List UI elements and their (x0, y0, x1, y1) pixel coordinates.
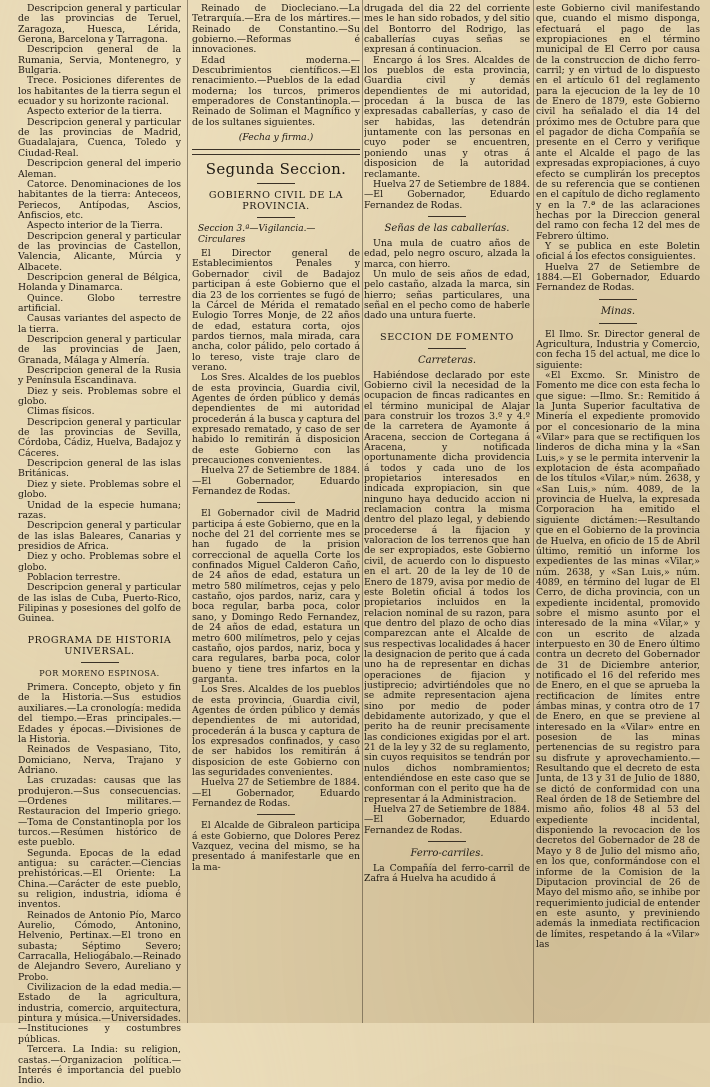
circular-paragraph: Los Sres. Alcaldes de los pueblos de esta provincia, Guardia civil, Agentes de órden público y demás dependientes de mi autoridad procederán á la busca y captura del expresado rematado, y caso de ser habido lo remitirán á disposicion de este Gobierno con las precauciones convenientes. (192, 372, 360, 466)
minas-paragraph: El Ilmo. Sr. Director general de Agricultura, Industria y Comercio, con fecha 15 del actual, me dice lo siguiente: (536, 328, 700, 371)
robbery-order: Encargo á los Sres. Alcaldes de los pueblos de esta provincia, Guardia civil y demás dependientes de mi autoridad, procedan á la busca de las expresadas caballerías, y caso de ser habidas, las detendrán juntamente con las personas en cuyo poder se encuentren, poniendo unas y otras á disposicion de la autoridad reclamante. (364, 54, 530, 180)
column-rule (362, 0, 363, 1023)
history-item: Las cruzadas: causas que las produjeron.—Sus consecuencias.—Ordenes militares.—Restauracion del Imperio griego.—Toma de Constantinopla por los turcos.—Resúmen histórico de este pueblo. (18, 775, 181, 849)
divider (257, 217, 295, 218)
divider (257, 502, 295, 503)
column-1 (18, 4, 181, 1087)
history-item: Reinados de Vespasiano, Tito, Domiciano, Nerva, Trajano y Adriano. (18, 744, 181, 776)
circular-paragraph: El Director general de Establecimientos Penales y Gobernador civil de Badajoz participan á este Gobierno que el dia 23 de los corrientes se fugó de la Cárcel de Mérida el rematado Eulogio Torres Monje, de 22 años de edad, estatura corta, ojos pardos tiernos, mala mirada, cara ancha, color pálido, pelo cortado á lo tereso, viste traje claro de verano. (192, 248, 360, 373)
geo-topic: Causas variantes del aspecto de la tierra. (18, 313, 181, 335)
history-program-title: PROGRAMA DE HISTORIA UNIVERSAL. (27, 634, 172, 657)
divider (599, 299, 637, 300)
geo-topic: Descripcion general de la Rumania, Servia, Montenegro, y Bulgaria. (18, 44, 181, 77)
geo-topic: Diez y seis. Problemas sobre el globo. (18, 385, 181, 408)
divider (428, 216, 466, 217)
fomento-paragraph: Habiéndose declarado por este Gobierno civil la necesidad de la ocupacion de fincas radicantes en el término municipal de Alajar para construir los trozos 3.º y 4.º de la carretera de Ayamonte á Aracena, seccion de Cortegana á Aracena, y notificada oportunamente dicha providencia á todos y cada uno de los propietarios interesados en indicada expropiacion, sin que ninguno haya deducido accion ni reclamacion contra la misma dentro del plazo legal, y debiendo procederse á la fijacion y valoracion de los terrenos que han de ser expropiados, este Gobierno civil, de acuerdo con lo dispuesto en el art. 20 de la ley de 10 de Enero de 1879, avisa por medio de este Boletin oficial á todos los propietarios incluidos en la relacion nominal de su razon, para que dentro del plazo de ocho dias comparezcan ante el Alcalde de sus respectivas localidades á hacer la designacion de perito que á cada uno ha de representar en dichas operaciones de fijacion y justiprecio; advirtiéndoles que no se admite representacion ajena sino por medio de poder debidamente autorizado, y que el perito ha de reunir precisamente las condiciones exigidas por el art. 21 de la ley y 32 de su reglamento, sin cuyos requisitos se tendrán por nulos dichos nombramientos; entendiéndose en este caso que se conforman con el perito que ha de representar á la Administracion. (364, 369, 530, 805)
circular-paragraph: Huelva 27 de Setiembre de 1884.—El Gobernador, Eduardo Fernandez de Rodas. (192, 777, 360, 809)
robbery-signature: Huelva 27 de Setiembre de 1884.—El Gobernador, Eduardo Fernandez de Rodas. (364, 178, 530, 211)
circular-subhead: Seccion 3.ª—Vigilancia.—Circulares (198, 224, 316, 245)
geo-topic: Diez y siete. Problemas sobre el globo. (18, 478, 181, 501)
history-item: Reinados de Antonio Pío, Marco Aurelio, Cómodo, Antonino, Helvenio, Pertinax.—El trono en subasta; Séptimo Severo; Carracalla, Heliogábalo.—Reinado de Alejandro Severo, Aureliano y Probo. (18, 909, 181, 983)
ferro-continuation: este Gobierno civil manifestando que, cuando el mismo disponga, efectuará el pago de las expropiaciones en el término municipal de El Cerro por causa de la construccion de dicho ferro-carril; y en virtud de lo dispuesto en el artículo 61 del reglamento para la ejecucion de la ley de 10 de Enero de 1879, este Gobierno civil ha señalado el dia 14 del próximo mes de Octubre para que el pagador de dicha Compañía se presente en el Cerro y verifique ante el Alcalde el pago de las expresadas expropiaciones, á cuyo efecto se cumplirán los preceptos de su referencia que se contienen en el capítulo de dicho reglamento y en la 7.ª de las aclaraciones hechas por la Direccion general del ramo con fecha 12 del mes de Febrero último. (536, 4, 700, 242)
divider (599, 323, 637, 324)
divider (428, 348, 466, 349)
horses-title: Señas de las caballerías. (384, 222, 510, 234)
geo-topic: Descripcion general y particular de las provincias de Sevilla, Córdoba, Cádiz, Huelva, Badajoz y Cáceres. (18, 416, 181, 459)
ferro-paragraph: La Compañía del ferro-carril de Zafra á Huelva ha acudido á (364, 863, 530, 885)
minas-title: Minas. (600, 305, 636, 317)
history-item: Primera. Concepto, objeto y fin de la Historia.—Sus estudios auxiliares.—La cronología: medida del tiempo.—Eras principales.—Edades y épocas.—Divisiones de la Historia. (18, 682, 181, 745)
horse-description: Un mulo de seis años de edad, pelo castaño, alzada la marca, sin hierro; señas particulares, una señal en el pecho como de haberle dado una untura fuerte. (364, 268, 530, 322)
double-rule (192, 149, 360, 155)
column-rule (187, 0, 188, 1023)
geo-topic: Descripcion general y particular de las islas Baleares, Canarias y presidios de Africa. (18, 520, 181, 552)
fomento-title: SECCION DE FOMENTO (380, 331, 514, 343)
divider (81, 662, 119, 663)
geo-topic: Descripcion general y particular de las provincias de Madrid, Guadalajara, Cuenca, Toledo y Ciudad-Real. (18, 116, 181, 159)
government-title: GOBIERNO CIVIL DE LA PROVINCIA. (208, 190, 344, 213)
geo-topic: Descripcion general de la Rusia y Península Escandinava. (18, 365, 181, 387)
circular-paragraph: Huelva 27 de Setiembre de 1884.—El Gobernador, Eduardo Fernandez de Rodas. (192, 465, 360, 498)
geo-topic: Climas físicos. (27, 406, 95, 418)
horse-description: Una mula de cuatro años de edad, pelo negro oscuro, alzada la marca, con hierro. (364, 237, 530, 270)
robbery-paragraph: drugada del dia 22 del corriente mes le han sido robados, y del sitio del Bontorro del Rodrigo, las caballerías cuyas señas se expresan á continuacion. (364, 4, 530, 56)
geo-topic: Unidad de la especie humana; razas. (18, 499, 181, 521)
fomento-signature: Huelva 27 de Setiembre de 1884.—El Gobernador, Eduardo Fernandez de Rodas. (364, 804, 530, 836)
history-item: Segunda. Epocas de la edad antigua: su carácter.—Ciencias prehistóricas.—El Oriente: La China.—Carácter de este pueblo, su religion, industria, idioma é inventos. (18, 847, 181, 911)
date-signature: (Fecha y firma.) (238, 132, 314, 144)
geo-topic: Trece. Posiciones diferentes de los habitantes de la tierra segun el ecuador y su horizonte racional. (18, 75, 181, 108)
geo-topic: Diez y ocho. Problemas sobre el globo. (18, 551, 181, 573)
column-3 (364, 4, 530, 885)
history-item: Civilizacion de la edad media.—Estado de la agricultura, industria, comercio, arquitectura, pintura y música.—Universidades.—Instituciones y costumbres públicas. (18, 982, 181, 1045)
divider (257, 183, 295, 184)
history-item: Tercera. La India: su religion, castas.—Organizacion política.—Interés é importancia del pueblo Indio. (18, 1044, 181, 1087)
divider (257, 814, 295, 815)
ferro-signature: Huelva 27 de Setiembre de 1884.—El Gobernador, Eduardo Fernandez de Rodas. (536, 261, 700, 294)
geo-topic: Descripcion general y particular de las provincias de Castellon, Valencia, Alicante, Múrcia y Albacete. (18, 230, 181, 273)
carreteras-title: Carreteras. (417, 354, 477, 366)
geo-topic: Descripcion general de las islas Británicas. (18, 458, 181, 480)
geo-topic: Poblacion terrestre. (27, 571, 121, 583)
geo-topic: Catorce. Denominaciones de los habitantes de la tierra: Anteceos, Periecos, Antípodas, Ascios, Anfiscios, etc. (18, 178, 181, 221)
geo-topic: Descripcion general y particular de las provincias de Jaen, Granada, Málaga y Almería. (18, 334, 181, 366)
column-4 (536, 4, 700, 950)
history-item: Reinado de Diocleciano.—La Tetrarquía.—Era de los mártires.—Reinado de Constantino.—Su gobierno.—Reformas é innovaciones. (192, 4, 360, 56)
column-2 (192, 4, 360, 873)
geo-topic: Descripcion general y particular de las islas de Cuba, Puerto-Rico, Filipinas y posesiones del golfo de Guinea. (18, 582, 181, 625)
history-item: Edad moderna.—Descubrimientos científicos.—El renacimiento.—Pueblos de la edad moderna; los turcos, primeros emperadores de Constantinopla.—Reinado de Soliman el Magnífico y de los sultanes siguientes. (192, 54, 360, 128)
geo-topic: Descripcion general y particular de las provincias de Teruel, Zaragoza, Huesca, Lérida, Gerona, Barcelona y Tarragona. (18, 4, 181, 46)
geo-topic: Quince. Globo terrestre artificial. (18, 292, 181, 314)
ferro-title: Ferro-carriles. (410, 848, 484, 860)
circular-paragraph: El Gobernador civil de Madrid participa á este Gobierno, que en la noche del 21 del corriente mes se han fugado de la prision correccional de aquella Corte los confinados Miguel Calderon Caño, de 24 años de edad, estatura un metro 580 milímetros, cejas y pelo castaño, ojos pardos, nariz, cara y boca regular, barba poca, color sano, y Domingo Redo Fernandez, de 24 años de edad, estatura un metro 600 milímetros, pelo y cejas castaño, ojos pardos, nariz, boca y cara regulares, barba poca, color bueno y tiene tres infartos en la garganta. (192, 508, 360, 685)
column-rule (533, 0, 534, 1023)
geo-topic: Aspecto exterior de la tierra. (27, 106, 163, 118)
circular-paragraph: El Alcalde de Gibraleon participa á este Gobierno, que Dolores Perez Vazquez, vecina del mismo, se ha presentado á manifestarle que en la ma- (192, 820, 360, 873)
circular-paragraph: Los Sres. Alcaldes de los pueblos de esta provincia, Guardia civil, Agentes de órden público y demás dependientes de mi autoridad, procederán á la busca y captura de los expresados confinados, y caso de ser habidos los remitirán á disposicion de este Gobierno con las seguridades convenientes. (192, 684, 360, 778)
divider (428, 841, 466, 842)
geo-topic: Descripcion general del imperio Aleman. (18, 158, 181, 180)
geo-topic: Descripcion general de Bélgica, Holanda y Dinamarca. (18, 271, 181, 294)
section-title: Segunda Seccion. (205, 160, 347, 179)
geo-topic: Aspecto interior de la Tierra. (27, 220, 163, 232)
minas-paragraph: «El Excmo. Sr. Ministro de Fomento me dice con esta fecha lo que sigue: —Ilmo. Sr.: Remitido á la Junta Superior facultativa de Minería el expediente promovido por el concesionario de la mina «Vilar» para que se rectifiquen los linderos de dicha mina y la «San Luis,» y se le permita intervenir la explotacion de ésta acompañado de los títulos «Vilar,» núm. 2638, y «San Luis,» núm. 4089, de la provincia de Huelva, la expresada Corporacion ha emitido el siguiente dictámen:—Resultando que en el Gobierno de la provincia de Huelva, en oficio de 15 de Abril último, remitió un informe los expedientes de las minas «Vilar,» núm. 2638, y «San Luis,» núm. 4089, en término del lugar de El Cerro, de dicha provincia, con un expediente incidental, promovido sobre el mismo asunto por el interesado de la mina «Vilar,» y con un escrito de alzada interpuesto en 30 de Enero último contra un decreto del Gobernador de 31 de Diciembre anterior, notificado el 16 del referido mes de Enero, en el que se aprueba la rectificacion de límites entre ámbas minas, y contra otro de 17 de Enero, en que se previene al interesado en la «Vilar» entre en posesion de las minas pertenencias de su registro para su disfrute y aprovechamiento.—Resultando que el decreto de esta Junta, de 13 y 31 de Julio de 1880, se dictó de conformidad con una Real órden de 18 de Setiembre del mismo año, folios 48 al 53 del expediente incidental, disponiendo la revocacion de los decretos del Gobernador de 28 de Mayo y 8 de Julio del mismo año, en los que, conformándose con el informe de la Comision de la Diputacion provincial de 26 de Mayo del mismo año, se inhibe por requerimiento judicial de entender en este asunto, y previniendo además la inmediata rectificacion de límites, respetando á la «Vilar» las (536, 370, 700, 950)
history-program-author: POR MORENO ESPINOSA. (39, 668, 160, 678)
publish-note: Y se publica en este Boletin oficial á los efectos consiguientes. (536, 240, 700, 263)
